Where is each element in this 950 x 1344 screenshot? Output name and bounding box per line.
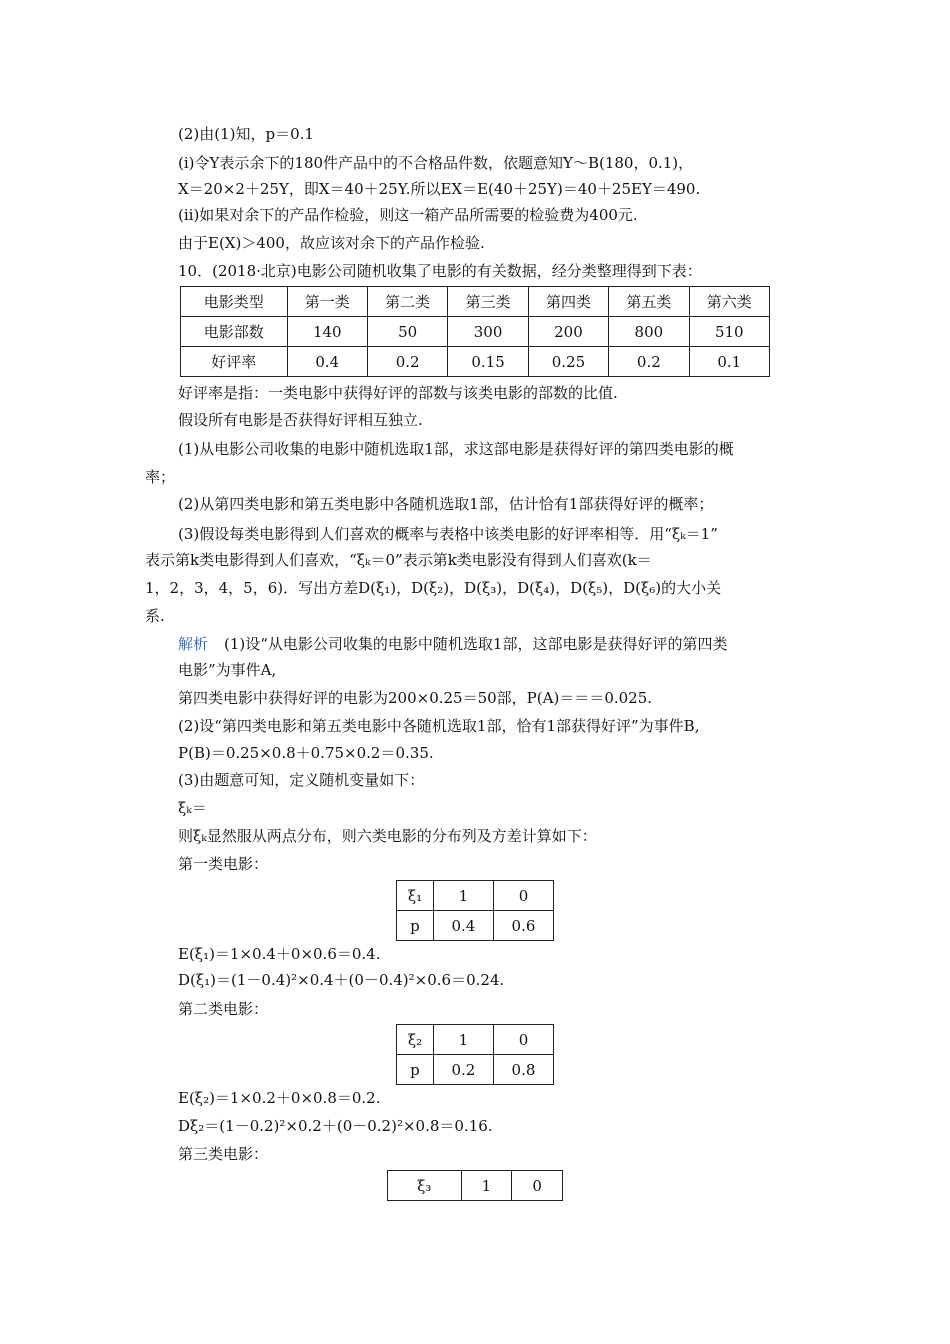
table-cell: 0.8 (493, 1055, 553, 1085)
table-row (397, 911, 554, 941)
table-cell: 800 (609, 317, 689, 347)
text-line: 第三类电影： (178, 1145, 269, 1163)
text-line: (2)从第四类电影和第五类电影中各随机选取1部，估计恰有1部获得好评的概率； (178, 495, 714, 513)
table-cell: ξ₂ (397, 1025, 434, 1055)
text-line: 电影”为事件A, (178, 661, 277, 679)
table-row (388, 1171, 563, 1201)
solution-line (178, 634, 727, 654)
text-line: 第四类电影中获得好评的电影为200×0.25＝50部，P(A)＝＝＝0.025. (178, 689, 653, 707)
text-line: (ⅰ)令Y表示余下的180件产品中的不合格品件数，依题意知Y～B(180，0.1)， (178, 154, 694, 172)
text-line: 则ξₖ显然服从两点分布，则六类电影的分布列及方差计算如下： (178, 827, 597, 845)
table-cell: 第二类 (367, 287, 447, 317)
table-cell: 0 (512, 1171, 563, 1201)
table-cell: ξ₃ (388, 1171, 462, 1201)
distribution-table-1 (396, 880, 554, 941)
text-line: D(ξ₁)＝(1－0.4)²×0.4＋(0－0.4)²×0.6＝0.24. (178, 971, 505, 989)
table-cell: 第五类 (609, 287, 689, 317)
text-line: (3)假设每类电影得到人们喜欢的概率与表格中该类电影的好评率相等．用“ξₖ＝1” (178, 525, 718, 543)
table-row (181, 317, 770, 347)
text-line: (2)设“第四类电影和第五类电影中各随机选取1部，恰有1部获得好评”为事件B, (178, 717, 700, 735)
text-line: 第二类电影： (178, 1000, 269, 1018)
text-line: 假设所有电影是否获得好评相互独立. (178, 411, 423, 429)
table-cell: 0.15 (448, 347, 528, 377)
table-row (397, 1055, 554, 1085)
text-line: Dξ₂＝(1－0.2)²×0.2＋(0－0.2)²×0.8＝0.16. (178, 1117, 493, 1135)
table-row (397, 881, 554, 911)
table-cell: 电影类型 (181, 287, 288, 317)
text-line: 1，2，3，4，5，6)．写出方差D(ξ₁)，D(ξ₂)，D(ξ₃)，D(ξ₄)，D(ξ₅)，D(ξ₆)的大小关 (145, 579, 722, 597)
table-cell: p (397, 911, 434, 941)
table-cell: 0 (493, 881, 553, 911)
table-cell: 0.6 (493, 911, 553, 941)
table-cell: 300 (448, 317, 528, 347)
text-line: (2)由(1)知，p＝0.1 (178, 125, 314, 143)
table-cell: 0.1 (689, 347, 769, 377)
text-line: E(ξ₁)＝1×0.4＋0×0.6＝0.4. (178, 945, 381, 963)
text-line: 表示第k类电影得到人们喜欢，“ξₖ＝0”表示第k类电影没有得到人们喜欢(k＝ (145, 551, 652, 569)
text-line: 好评率是指：一类电影中获得好评的部数与该类电影的部数的比值. (178, 384, 618, 402)
table-cell: 第四类 (528, 287, 608, 317)
solution-tag: 解析 (178, 635, 209, 653)
table-row (397, 1025, 554, 1055)
table-cell: 140 (287, 317, 367, 347)
table-cell: 0.4 (287, 347, 367, 377)
text-line: 第一类电影： (178, 855, 269, 873)
table-cell: 第一类 (287, 287, 367, 317)
table-cell: 510 (689, 317, 769, 347)
text-line: 系. (145, 607, 165, 625)
table-cell: p (397, 1055, 434, 1085)
table-cell: 50 (367, 317, 447, 347)
table-cell: 1 (433, 1025, 493, 1055)
text-line: (3)由题意可知，定义随机变量如下： (178, 771, 425, 789)
table-cell: 0.25 (528, 347, 608, 377)
table-cell: 1 (461, 1171, 512, 1201)
table-cell: ξ₁ (397, 881, 434, 911)
table-cell: 电影部数 (181, 317, 288, 347)
distribution-table-2 (396, 1024, 554, 1085)
distribution-table-3 (387, 1170, 563, 1201)
text-line: P(B)＝0.25×0.8＋0.75×0.2＝0.35. (178, 744, 434, 762)
table-cell: 0 (493, 1025, 553, 1055)
text-line: (1)从电影公司收集的电影中随机选取1部，求这部电影是获得好评的第四类电影的概 (178, 440, 734, 458)
text-line: E(ξ₂)＝1×0.2＋0×0.8＝0.2. (178, 1089, 381, 1107)
text-line: (ⅱ)如果对余下的产品作检验，则这一箱产品所需要的检验费为400元. (178, 206, 638, 224)
table-cell: 200 (528, 317, 608, 347)
table-cell: 0.4 (433, 911, 493, 941)
text-line: ξₖ＝ (178, 799, 207, 817)
table-row (181, 347, 770, 377)
table-cell: 0.2 (433, 1055, 493, 1085)
text-line: 由于E(X)＞400，故应该对余下的产品作检验. (178, 234, 485, 252)
table-cell: 1 (433, 881, 493, 911)
solution-text: (1)设“从电影公司收集的电影中随机选取1部，这部电影是获得好评的第四类 (224, 635, 728, 653)
text-line: X＝20×2＋25Y，即X＝40＋25Y.所以EX＝E(40＋25Y)＝40＋25EY＝490. (178, 180, 701, 198)
question-heading: 10．(2018·北京)电影公司随机收集了电影的有关数据，经分类整理得到下表： (178, 262, 702, 280)
table-cell: 第六类 (689, 287, 769, 317)
text-line: 率； (145, 468, 176, 486)
table-cell: 第三类 (448, 287, 528, 317)
table-cell: 好评率 (181, 347, 288, 377)
table-cell: 0.2 (609, 347, 689, 377)
table-cell: 0.2 (367, 347, 447, 377)
table-row (181, 287, 770, 317)
movie-data-table (180, 286, 770, 377)
